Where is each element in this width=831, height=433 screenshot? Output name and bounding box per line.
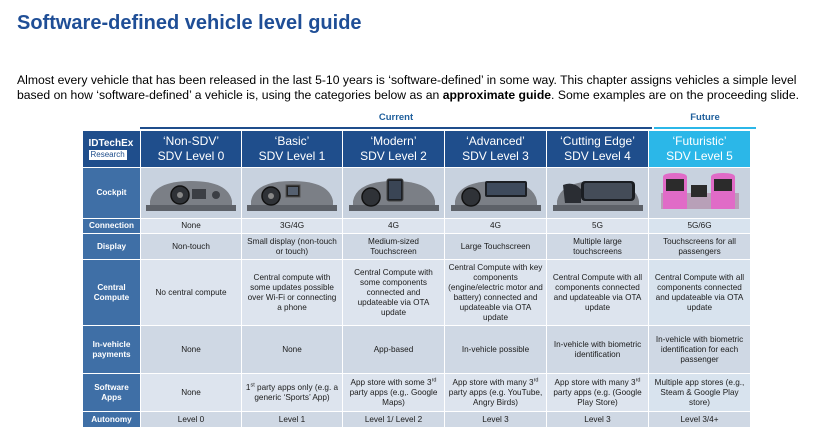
dashboard-small-screen-icon — [245, 171, 339, 215]
apps-cell-2: App store with some 3rd party apps (e.g,. Google Maps) — [343, 374, 445, 412]
intro-bold: approximate guide — [442, 88, 552, 102]
intro-paragraph: Almost every vehicle that has been released in the last 5-10 years is ‘software-defined’ in some way. This chapter assigns vehicles a simple level based on how ‘software-defined’ a vehicle is, using the categories below as an approximate guide. Some examples are on the proceeding slide. — [17, 73, 800, 102]
cockpit-row — [83, 168, 751, 219]
connection-cell-0: None — [141, 219, 242, 234]
display-cell-2: Medium-sized Touchscreen — [343, 234, 445, 260]
connection-cell-5: 5G/6G — [649, 219, 751, 234]
connection-row — [83, 219, 751, 234]
dashboard-large-screen-icon — [449, 171, 543, 215]
row-header-connection: Connection — [83, 219, 141, 234]
autonomy-cell-5: Level 3/4+ — [649, 412, 751, 428]
page-title: Software-defined vehicle level guide — [17, 12, 362, 34]
compute-cell-2: Central Compute with some components connected and updateable via OTA update — [343, 260, 445, 326]
compute-cell-0: No central compute — [141, 260, 242, 326]
payments-cell-3: In-vehicle possible — [445, 326, 547, 374]
level-header-4: ‘Cutting Edge’ SDV Level 4 — [547, 131, 649, 168]
display-cell-3: Large Touchscreen — [445, 234, 547, 260]
row-header-autonomy: Autonomy — [83, 412, 141, 428]
display-cell-4: Multiple large touchscreens — [547, 234, 649, 260]
level-header-3: ‘Advanced’ SDV Level 3 — [445, 131, 547, 168]
apps-cell-1: 1st party apps only (e.g. a generic ‘Sports’ App) — [242, 374, 343, 412]
payments-cell-2: App-based — [343, 326, 445, 374]
apps-cell-3: App store with many 3rd party apps (e.g. YouTube, Angry Birds) — [445, 374, 547, 412]
apps-cell-5: Multiple app stores (e.g., Steam & Google Play store) — [649, 374, 751, 412]
table-header-row — [83, 131, 751, 168]
apps-cell-4: App store with many 3rd party apps (e.g. (Google Play Store) — [547, 374, 649, 412]
autonomy-cell-3: Level 3 — [445, 412, 547, 428]
row-header-display: Display — [83, 234, 141, 260]
connection-cell-1: 3G/4G — [242, 219, 343, 234]
connection-cell-2: 4G — [343, 219, 445, 234]
display-cell-1: Small display (non-touch or touch) — [242, 234, 343, 260]
autonomy-cell-0: Level 0 — [141, 412, 242, 428]
level-header-2: ‘Modern’ SDV Level 2 — [343, 131, 445, 168]
dashboard-passenger-screens-icon — [653, 171, 747, 215]
payments-row — [83, 326, 751, 374]
idtechex-logo: IDTechEx Research — [83, 131, 141, 168]
compute-cell-4: Central Compute with all components connected and updateable via OTA update — [547, 260, 649, 326]
apps-cell-0: None — [141, 374, 242, 412]
row-header-compute: Central Compute — [83, 260, 141, 326]
display-cell-5: Touchscreens for all passengers — [649, 234, 751, 260]
connection-cell-4: 5G — [547, 219, 649, 234]
connection-cell-3: 4G — [445, 219, 547, 234]
cockpit-cell-0 — [141, 168, 242, 219]
compute-cell-5: Central Compute with all components connected and updateable via OTA update — [649, 260, 751, 326]
cockpit-cell-3 — [445, 168, 547, 219]
apps-row — [83, 374, 751, 412]
sdv-level-table — [82, 130, 751, 428]
dashboard-analog-icon — [144, 171, 238, 215]
row-header-cockpit: Cockpit — [83, 168, 141, 219]
display-row — [83, 234, 751, 260]
row-header-apps: Software Apps — [83, 374, 141, 412]
group-line-current — [140, 127, 652, 129]
level-header-0: ‘Non-SDV’ SDV Level 0 — [141, 131, 242, 168]
cockpit-cell-1 — [242, 168, 343, 219]
autonomy-cell-4: Level 3 — [547, 412, 649, 428]
group-line-future — [654, 127, 756, 129]
payments-cell-1: None — [242, 326, 343, 374]
compute-cell-1: Central compute with some updates possible over Wi-Fi or connecting a phone — [242, 260, 343, 326]
group-label-future: Future — [690, 112, 720, 123]
cockpit-cell-4 — [547, 168, 649, 219]
dashboard-multi-screen-icon — [551, 171, 645, 215]
level-header-1: ‘Basic’ SDV Level 1 — [242, 131, 343, 168]
compute-row — [83, 260, 751, 326]
autonomy-cell-1: Level 1 — [242, 412, 343, 428]
payments-cell-4: In-vehicle with biometric identification — [547, 326, 649, 374]
cockpit-cell-2 — [343, 168, 445, 219]
autonomy-cell-2: Level 1/ Level 2 — [343, 412, 445, 428]
level-header-5: ‘Futuristic’ SDV Level 5 — [649, 131, 751, 168]
row-header-payments: In-vehicle payments — [83, 326, 141, 374]
payments-cell-5: In-vehicle with biometric identification for each passenger — [649, 326, 751, 374]
dashboard-medium-screen-icon — [347, 171, 441, 215]
display-cell-0: Non-touch — [141, 234, 242, 260]
autonomy-row — [83, 412, 751, 428]
compute-cell-3: Central Compute with key components (engine/electric motor and battery) connected and updateable via OTA update — [445, 260, 547, 326]
group-label-current: Current — [378, 112, 414, 123]
cockpit-cell-5 — [649, 168, 751, 219]
payments-cell-0: None — [141, 326, 242, 374]
